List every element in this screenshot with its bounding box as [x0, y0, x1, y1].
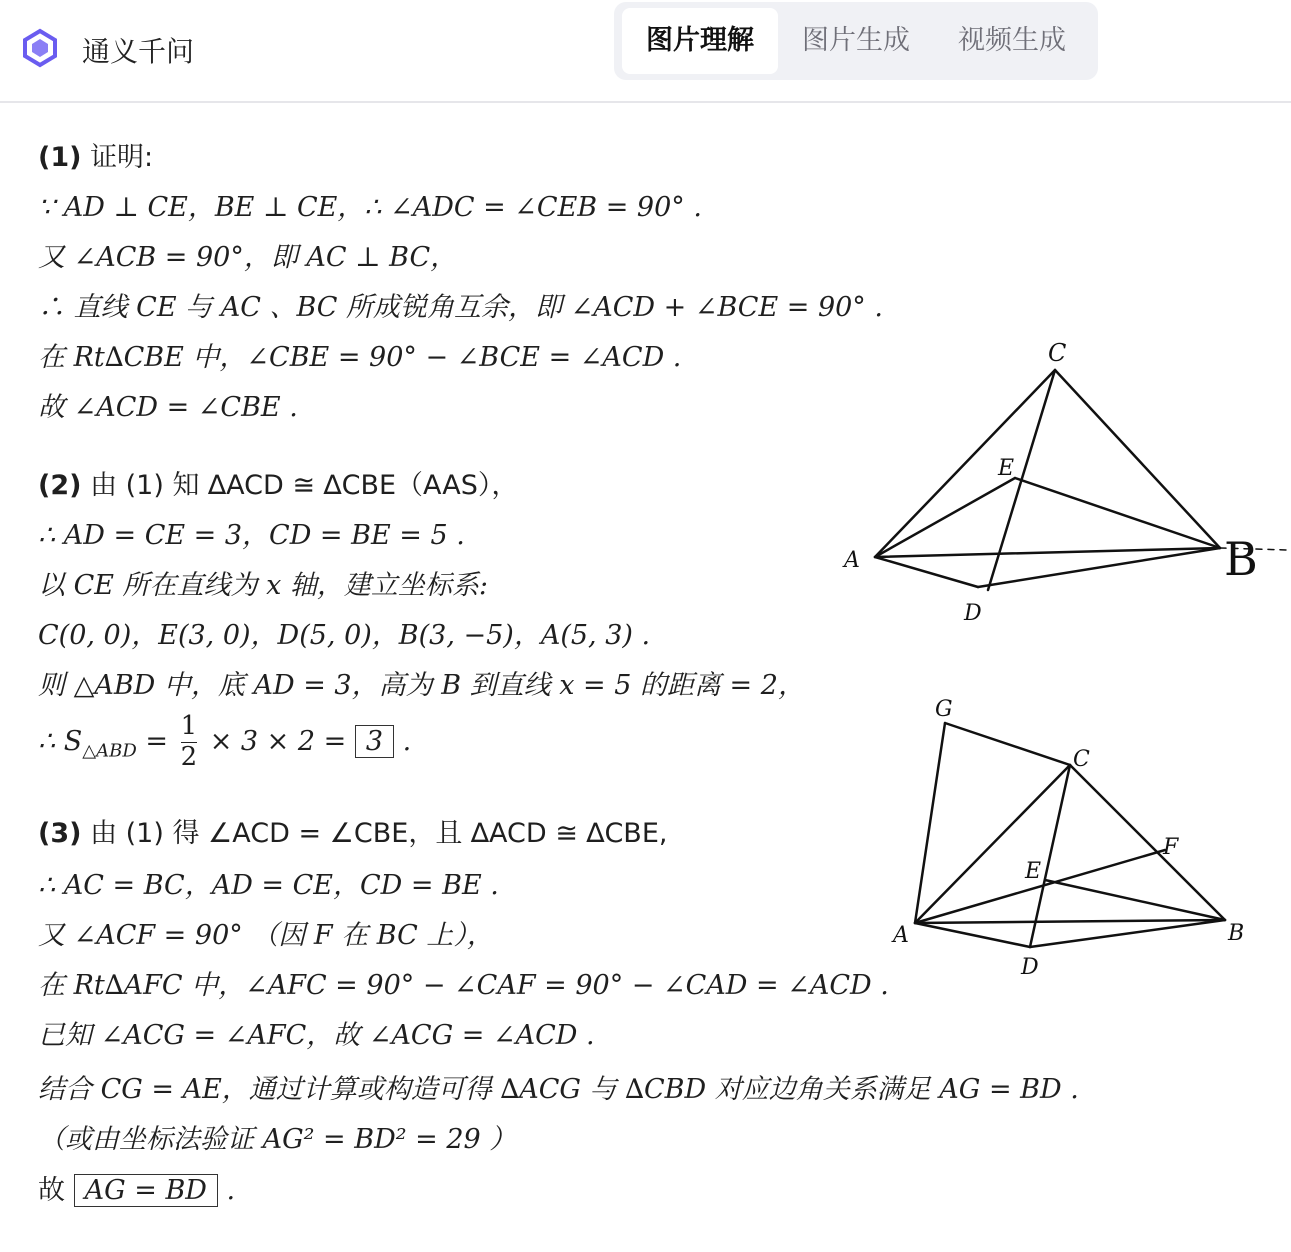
point-label-e: E	[998, 456, 1015, 481]
point-label-d: D	[1021, 955, 1039, 980]
part2-heading: (2) 由 (1) 知 ∆ACD ≅ ∆CBE（AAS），	[38, 470, 519, 501]
fraction: $\frac{1}{2}$	[180, 711, 198, 772]
top-bar	[0, 0, 1291, 103]
geometry-figure-1	[838, 335, 1291, 635]
tongyi-logo-icon	[20, 28, 60, 68]
point-label-a: A	[893, 923, 909, 948]
final-answer: 故 AG = BD .	[38, 1175, 236, 1206]
proof-line: 故 ∠ACD = ∠CBE .	[38, 392, 298, 423]
part1-heading: (1) 证明:	[38, 142, 154, 173]
point-label-e: E	[1025, 859, 1042, 884]
proof-line: 在 Rt∆CBE 中，∠CBE = 90° − ∠BCE = ∠ACD .	[38, 342, 682, 373]
boxed-answer: AG = BD	[74, 1174, 218, 1207]
proof-line: 已知 ∠ACG = ∠AFC，故 ∠ACG = ∠ACD .	[38, 1020, 595, 1051]
proof-line: ∴ AD = CE = 3，CD = BE = 5 .	[38, 520, 465, 551]
point-label-g: G	[935, 697, 953, 722]
tab-image-generation[interactable]: 图片生成	[802, 25, 910, 56]
proof-line: 结合 CG = AE，通过计算或构造可得 ∆ACG 与 ∆CBD 对应边角关系满足 AG = BD .	[38, 1074, 1079, 1105]
app-name: 通义千问	[82, 35, 195, 68]
proof-line: ∴ AC = BC，AD = CE，CD = BE .	[38, 870, 499, 901]
point-label-b: B	[1228, 921, 1245, 946]
proof-line: 以 CE 所在直线为 x 轴，建立坐标系:	[38, 570, 489, 601]
point-label-c: C	[1048, 339, 1067, 367]
proof-line: 则 △ABD 中，底 AD = 3，高为 B 到直线 x = 5 的距离 = 2，	[38, 670, 805, 701]
proof-line: C(0, 0)，E(3, 0)，D(5, 0)，B(3, −5)，A(5, 3) .	[38, 620, 651, 651]
geometry-figure-2	[885, 690, 1255, 990]
part3-heading: (3) 由 (1) 得 ∠ACD = ∠CBE，且 ∆ACD ≅ ∆CBE,	[38, 818, 668, 849]
proof-line: 在 Rt∆AFC 中，∠AFC = 90° − ∠CAF = 90° − ∠CAD = ∠ACD .	[38, 970, 889, 1001]
proof-line: 又 ∠ACB = 90°，即 AC ⊥ BC，	[38, 242, 458, 273]
tab-image-understanding[interactable]: 图片理解	[622, 8, 778, 74]
point-label-f: F	[1163, 835, 1179, 860]
proof-line: （或由坐标法验证 AG² = BD² = 29 ）	[38, 1124, 517, 1155]
point-label-b: B	[1224, 532, 1258, 586]
point-label-c: C	[1073, 747, 1090, 772]
proof-line: ∴ 直线 CE 与 AC 、BC 所成锐角互余，即 ∠ACD + ∠BCE = 90° .	[38, 292, 883, 323]
proof-line: 又 ∠ACF = 90° （因 F 在 BC 上），	[38, 920, 494, 951]
boxed-answer: 3	[355, 725, 394, 758]
tab-video-generation[interactable]: 视频生成	[958, 25, 1066, 56]
area-formula: ∴ $S_{\triangle ABD}$ = $\frac{1}{2}$ × 3 × 2 = 3 .	[38, 711, 412, 772]
mode-tabs	[614, 2, 1098, 80]
proof-line: ∵ AD ⊥ CE，BE ⊥ CE，∴ ∠ADC = ∠CEB = 90° .	[38, 192, 702, 223]
point-label-a: A	[844, 548, 860, 573]
point-label-d: D	[964, 601, 982, 626]
